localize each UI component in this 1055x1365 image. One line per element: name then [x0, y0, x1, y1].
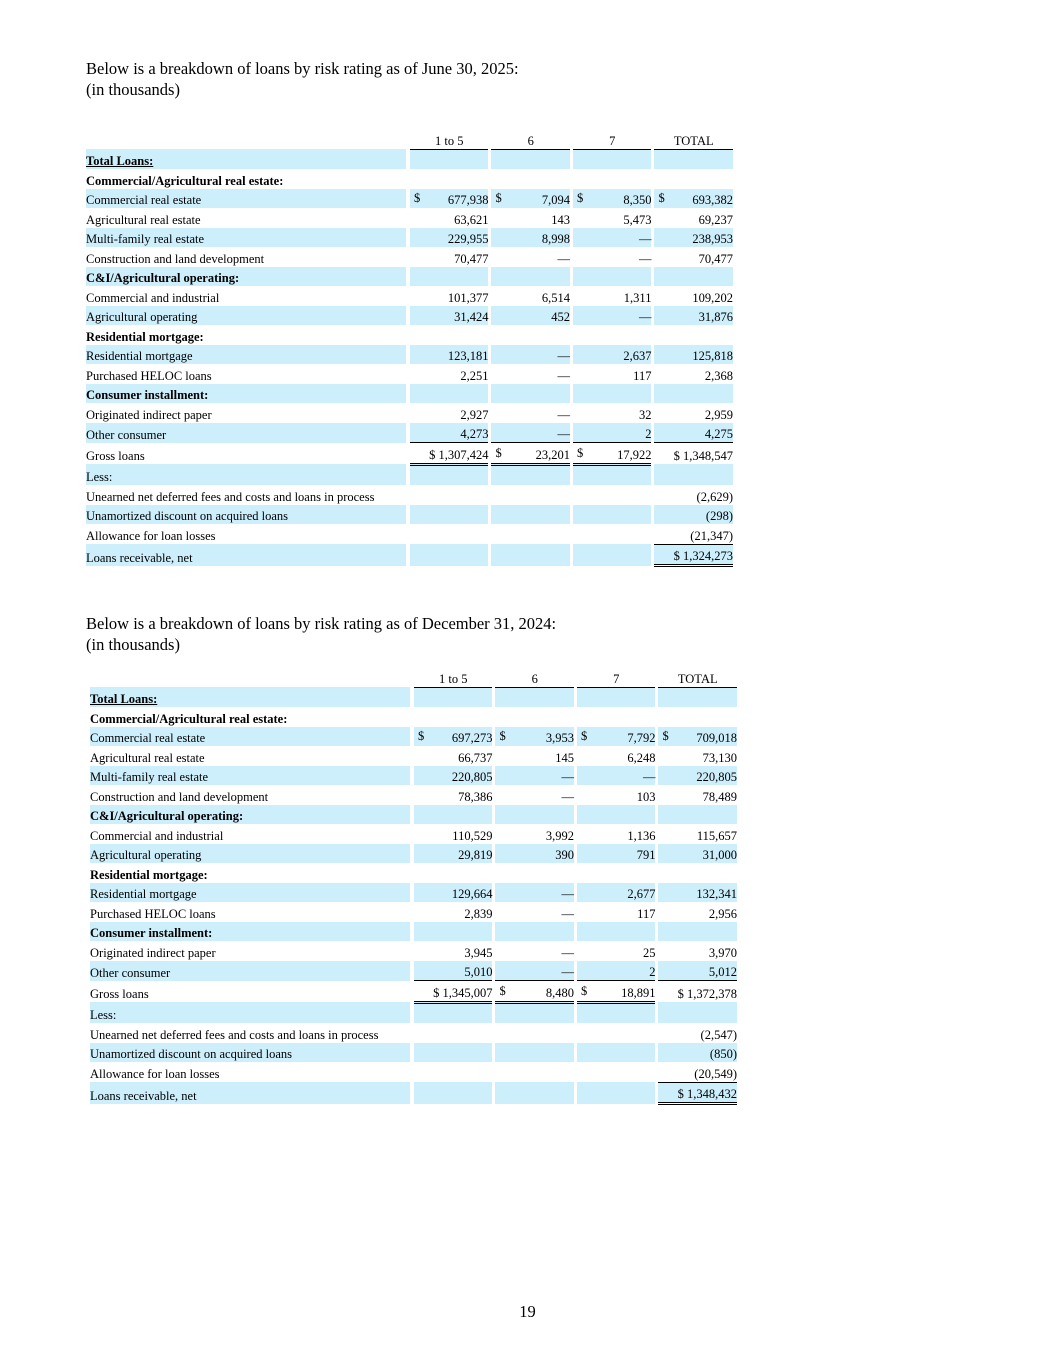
currency-symbol: $ — [495, 445, 502, 460]
net-loans-row — [90, 1082, 737, 1104]
deduction-label: Allowance for loan losses — [86, 529, 216, 543]
value-total: 125,818 — [654, 345, 733, 365]
value-7: $ 8,350 — [573, 189, 651, 209]
deduction-label: Allowance for loan losses — [90, 1067, 220, 1081]
gross-total: $ 1,348,547 — [654, 443, 733, 465]
gross-6: $ 8,480 — [495, 981, 573, 1003]
header-row — [90, 667, 737, 687]
row-label: Commercial and industrial — [90, 828, 224, 843]
value-6: 143 — [551, 212, 570, 227]
value-1-to-5: 2,839 — [464, 906, 493, 921]
value-1-to-5: 3,945 — [464, 945, 493, 960]
table-row — [90, 824, 737, 844]
value-total: 78,489 — [702, 789, 737, 804]
value-7: 32 — [638, 407, 652, 422]
value-7: 5,473 — [623, 212, 652, 227]
group-heading-row — [90, 863, 737, 883]
row-label: Residential mortgage — [90, 883, 410, 903]
table-row — [86, 403, 733, 423]
value-1-to-5: 5,010 — [414, 961, 492, 981]
value-total: 2,959 — [704, 407, 733, 422]
deduction-label: Unamortized discount on acquired loans — [86, 505, 406, 525]
table-row — [90, 766, 737, 786]
table-row — [86, 345, 733, 365]
net-loans-row — [86, 544, 733, 566]
deduction-row — [90, 1023, 737, 1043]
value-7: — — [573, 306, 651, 326]
row-label: Agricultural operating — [86, 306, 406, 326]
deduction-row — [90, 1043, 737, 1063]
table-row — [86, 423, 733, 443]
currency-symbol: $ — [417, 729, 425, 743]
gross-7: $ 18,891 — [577, 981, 655, 1003]
table-row — [86, 306, 733, 326]
column-header: 7 — [573, 129, 651, 149]
column-header: 6 — [491, 129, 569, 149]
deduction-label: Unearned net deferred fees and costs and loans in process — [90, 1027, 379, 1042]
value-1-to-5: $ 697,273 — [414, 727, 492, 747]
currency-symbol: $ — [499, 729, 506, 743]
value-1-to-5: 101,377 — [447, 290, 489, 305]
deduction-total: (2,629) — [696, 489, 733, 504]
deduction-row — [86, 524, 733, 544]
group-heading-row — [90, 805, 737, 825]
currency-symbol: $ — [580, 983, 588, 998]
group-heading-row — [90, 707, 737, 727]
net-total: $ 1,348,432 — [658, 1082, 737, 1104]
value-6: — — [561, 906, 574, 921]
group-heading: C&I/Agricultural operating: — [86, 267, 406, 287]
total-loans-heading: Total Loans: — [86, 149, 406, 169]
row-label: Construction and land development — [90, 789, 269, 804]
group-heading: Commercial/Agricultural real estate: — [90, 711, 288, 726]
value-7: 117 — [633, 368, 652, 383]
value-7: — — [638, 251, 652, 266]
gross-total: $ 1,372,378 — [658, 981, 737, 1003]
deduction-total: (20,549) — [694, 1066, 737, 1081]
total-loans-heading: Total Loans: — [90, 687, 410, 707]
row-label: Commercial real estate — [86, 189, 406, 209]
deduction-row — [86, 505, 733, 525]
value-1-to-5: 66,737 — [458, 750, 493, 765]
row-label: Multi-family real estate — [86, 228, 406, 248]
value-6: — — [557, 407, 570, 422]
value-6: 8,998 — [491, 228, 569, 248]
loans-table-section-december-2024 — [86, 613, 746, 1105]
table-title: Below is a breakdown of loans by risk rating as of December 31, 2024: — [86, 614, 557, 633]
value-6: — — [495, 883, 573, 903]
value-1-to-5: 220,805 — [414, 766, 492, 786]
value-7: 791 — [577, 844, 655, 864]
column-header: 1 to 5 — [410, 129, 488, 149]
value-1-to-5: 110,529 — [452, 828, 493, 843]
deduction-label: Unearned net deferred fees and costs and loans in process — [86, 489, 375, 504]
table-row — [86, 208, 733, 228]
less-row — [86, 464, 733, 485]
less-row — [90, 1002, 737, 1023]
value-6: 390 — [495, 844, 573, 864]
value-7: 2,677 — [577, 883, 655, 903]
currency-symbol: $ — [658, 191, 665, 205]
row-label: Agricultural real estate — [90, 750, 205, 765]
loans-table-section-june-2025 — [86, 58, 746, 567]
row-label: Purchased HELOC loans — [86, 368, 212, 383]
table-row — [86, 286, 733, 306]
net-loans-label: Loans receivable, net — [90, 1082, 410, 1104]
value-6: 145 — [555, 750, 574, 765]
value-6: — — [491, 423, 569, 443]
value-6: — — [495, 961, 573, 981]
value-total: 132,341 — [658, 883, 737, 903]
currency-symbol: $ — [413, 191, 421, 205]
value-1-to-5: 29,819 — [414, 844, 492, 864]
value-total: 70,477 — [698, 251, 733, 266]
row-label: Purchased HELOC loans — [90, 906, 216, 921]
value-1-to-5: 123,181 — [410, 345, 488, 365]
table-row — [90, 902, 737, 922]
value-6: — — [557, 251, 570, 266]
deduction-label: Unamortized discount on acquired loans — [90, 1043, 410, 1063]
value-1-to-5: 2,251 — [460, 368, 489, 383]
table-row — [90, 883, 737, 903]
gross-1-to-5: $ 1,345,007 — [414, 981, 492, 1003]
value-total: $ 693,382 — [654, 189, 733, 209]
value-7: 2 — [577, 961, 655, 981]
column-header: TOTAL — [654, 129, 733, 149]
less-label: Less: — [86, 464, 406, 485]
value-1-to-5: 63,621 — [454, 212, 489, 227]
value-7: — — [573, 228, 651, 248]
value-1-to-5: 229,955 — [410, 228, 488, 248]
column-header: TOTAL — [658, 667, 737, 687]
value-total: $ 709,018 — [658, 727, 737, 747]
deduction-total: (2,547) — [700, 1027, 737, 1042]
value-6: — — [557, 368, 570, 383]
value-total: 220,805 — [658, 766, 737, 786]
value-1-to-5: $ 677,938 — [410, 189, 488, 209]
deduction-total: (298) — [654, 505, 733, 525]
value-7: 117 — [637, 906, 656, 921]
value-6: — — [561, 945, 574, 960]
table-row — [90, 746, 737, 766]
value-total: 115,657 — [696, 828, 737, 843]
gross-1-to-5: $ 1,307,424 — [410, 443, 488, 465]
row-label: Originated indirect paper — [90, 945, 216, 960]
gross-loans-row — [90, 981, 737, 1003]
header-row — [86, 129, 733, 149]
group-heading: Consumer installment: — [86, 384, 406, 404]
table-row — [86, 364, 733, 384]
gross-6: $ 23,201 — [491, 443, 569, 465]
group-heading: Residential mortgage: — [86, 329, 204, 344]
group-heading: Consumer installment: — [90, 922, 410, 942]
value-1-to-5: 70,477 — [454, 251, 489, 266]
table-row — [86, 189, 733, 209]
deduction-row — [90, 1062, 737, 1082]
group-heading-row — [86, 267, 733, 287]
gross-loans-label: Gross loans — [90, 987, 149, 1001]
row-label: Agricultural operating — [90, 844, 410, 864]
deduction-row — [86, 485, 733, 505]
column-header: 1 to 5 — [414, 667, 492, 687]
currency-symbol: $ — [576, 191, 584, 205]
value-total: 31,876 — [654, 306, 733, 326]
group-heading-row — [86, 384, 733, 404]
value-1-to-5: 4,273 — [410, 423, 488, 443]
deduction-total: (21,347) — [690, 528, 733, 543]
value-total: 2,368 — [704, 368, 733, 383]
value-7: 1,136 — [627, 828, 656, 843]
row-label: Other consumer — [90, 961, 410, 981]
value-6: — — [491, 345, 569, 365]
value-6: 452 — [491, 306, 569, 326]
table-row — [86, 228, 733, 248]
group-heading: Residential mortgage: — [90, 867, 208, 882]
less-label: Less: — [90, 1002, 410, 1023]
currency-symbol: $ — [662, 729, 669, 743]
loans-risk-rating-table — [86, 129, 733, 567]
section-heading-row — [90, 687, 737, 707]
value-total: 238,953 — [654, 228, 733, 248]
value-7: 2,637 — [573, 345, 651, 365]
column-header: 7 — [577, 667, 655, 687]
currency-symbol: $ — [580, 729, 588, 743]
table-title: Below is a breakdown of loans by risk rating as of June 30, 2025: — [86, 59, 519, 78]
value-7: 25 — [642, 945, 656, 960]
gross-loans-row — [86, 443, 733, 465]
row-label: Agricultural real estate — [86, 212, 201, 227]
table-row — [90, 844, 737, 864]
value-total: 73,130 — [702, 750, 737, 765]
row-label: Construction and land development — [86, 251, 265, 266]
net-total: $ 1,324,273 — [654, 544, 733, 566]
group-heading: Commercial/Agricultural real estate: — [86, 173, 284, 188]
value-6: — — [495, 766, 573, 786]
value-1-to-5: 129,664 — [414, 883, 492, 903]
net-loans-label: Loans receivable, net — [86, 544, 406, 566]
table-row — [86, 247, 733, 267]
group-heading: C&I/Agricultural operating: — [90, 805, 410, 825]
group-heading-row — [90, 922, 737, 942]
group-heading-row — [86, 325, 733, 345]
value-total: 4,275 — [654, 423, 733, 443]
value-total: 3,970 — [708, 945, 737, 960]
gross-7: $ 17,922 — [573, 443, 651, 465]
deduction-total: (850) — [658, 1043, 737, 1063]
currency-symbol: $ — [576, 445, 584, 460]
gross-loans-label: Gross loans — [86, 449, 145, 463]
value-total: 5,012 — [658, 961, 737, 981]
table-units: (in thousands) — [86, 80, 180, 99]
value-1-to-5: 31,424 — [410, 306, 488, 326]
value-total: 109,202 — [692, 290, 733, 305]
column-header: 6 — [495, 667, 573, 687]
value-6: $ 3,953 — [495, 727, 573, 747]
row-label: Commercial real estate — [90, 727, 410, 747]
value-6: — — [561, 789, 574, 804]
value-7: 2 — [573, 423, 651, 443]
table-row — [90, 785, 737, 805]
value-7: 1,311 — [623, 290, 652, 305]
value-6: $ 7,094 — [491, 189, 569, 209]
value-total: 31,000 — [658, 844, 737, 864]
value-total: 2,956 — [708, 906, 737, 921]
value-6: 3,992 — [545, 828, 574, 843]
value-7: 103 — [636, 789, 656, 804]
table-units: (in thousands) — [86, 635, 180, 654]
value-6: 6,514 — [541, 290, 570, 305]
table-row — [90, 941, 737, 961]
value-1-to-5: 2,927 — [460, 407, 489, 422]
section-heading-row — [86, 149, 733, 169]
value-total: 69,237 — [698, 212, 733, 227]
table-row — [90, 961, 737, 981]
table-row — [90, 727, 737, 747]
row-label: Originated indirect paper — [86, 407, 212, 422]
row-label: Other consumer — [86, 423, 406, 443]
page-number: 19 — [519, 1302, 536, 1321]
row-label: Residential mortgage — [86, 345, 406, 365]
value-7: $ 7,792 — [577, 727, 655, 747]
row-label: Commercial and industrial — [86, 290, 220, 305]
group-heading-row — [86, 169, 733, 189]
value-1-to-5: 78,386 — [458, 789, 493, 804]
value-7: — — [577, 766, 655, 786]
currency-symbol: $ — [499, 983, 506, 998]
currency-symbol: $ — [495, 191, 502, 205]
row-label: Multi-family real estate — [90, 766, 410, 786]
value-7: 6,248 — [627, 750, 656, 765]
loans-risk-rating-table — [90, 667, 737, 1105]
